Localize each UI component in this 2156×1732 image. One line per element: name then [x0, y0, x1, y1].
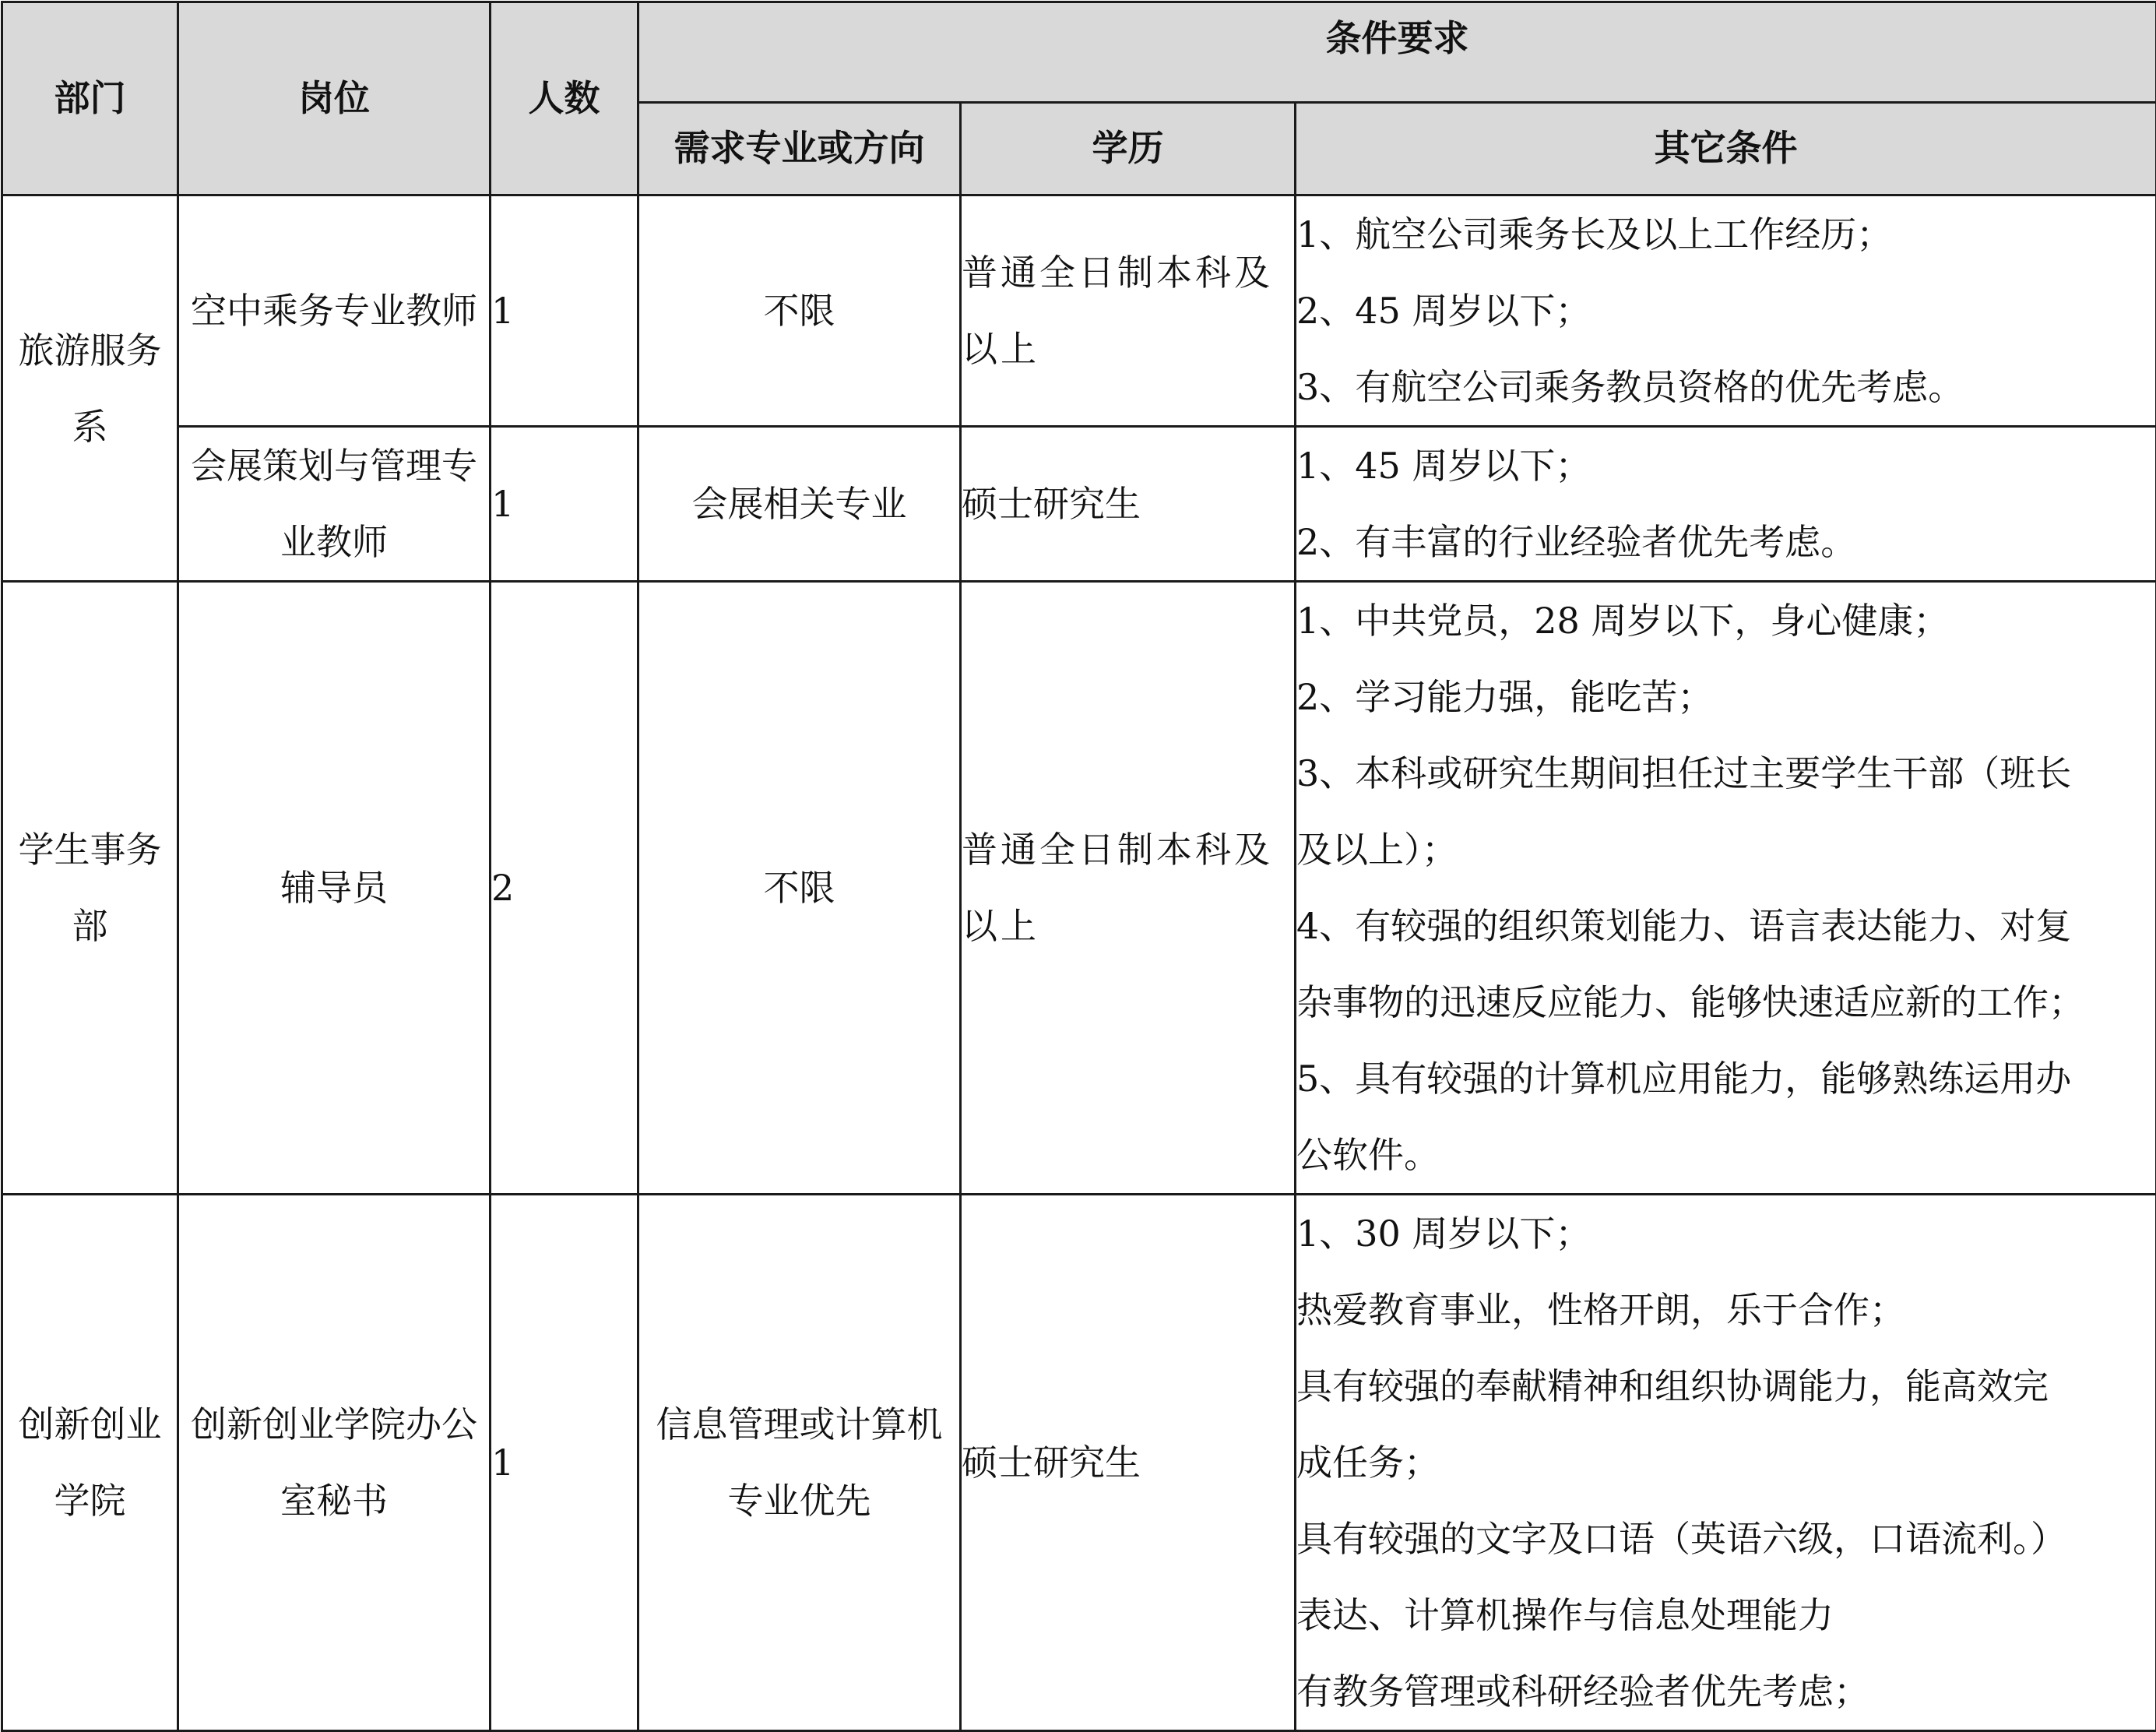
count-cell: 1: [491, 195, 638, 427]
table-row: [2, 582, 2156, 1195]
requirement-line: 4、有较强的组织策划能力、语言表达能力、对复: [1296, 888, 2155, 964]
requirement-line: 公软件。: [1296, 1117, 2155, 1193]
major-cell: 不限: [638, 195, 961, 427]
header-other: 其它条件: [1296, 103, 2156, 195]
requirement-line: 1、45 周岁以下；: [1296, 428, 2155, 504]
requirement-line: 具有较强的文字及口语（英语六级，口语流利。）: [1296, 1501, 2155, 1577]
requirement-line: 3、本科或研究生期间担任过主要学生干部（班长: [1296, 735, 2155, 811]
requirement-line: 成任务；: [1296, 1424, 2155, 1501]
requirement-line: 1、航空公司乘务长及以上工作经历；: [1296, 196, 2155, 273]
post-cell: 会展策划与管理专业教师: [178, 427, 491, 582]
header-education: 学历: [961, 103, 1296, 195]
requirements-cell: [1296, 195, 2156, 427]
dept-cell: 旅游服务系: [2, 195, 178, 582]
requirement-line: 杂事物的迅速反应能力、能够快速适应新的工作；: [1296, 964, 2155, 1040]
requirement-line: 2、45 周岁以下；: [1296, 273, 2155, 349]
requirement-line: 1、中共党员，28 周岁以下，身心健康；: [1296, 583, 2155, 659]
education-cell: 硕士研究生: [961, 427, 1296, 582]
header-count: 人数: [491, 2, 638, 195]
major-cell: 信息管理或计算机专业优先: [638, 1195, 961, 1731]
requirement-line: 热爱教育事业，性格开朗，乐于合作；: [1296, 1272, 2155, 1348]
requirement-line: 3、有航空公司乘务教员资格的优先考虑。: [1296, 349, 2155, 425]
header-conditions: 条件要求: [638, 2, 2156, 103]
post-cell: 辅导员: [178, 582, 491, 1195]
post-cell: 空中乘务专业教师: [178, 195, 491, 427]
education-cell: 硕士研究生: [961, 1195, 1296, 1731]
table-row: [2, 195, 2156, 427]
requirement-line: 有教务管理或科研经验者优先考虑；: [1296, 1653, 2155, 1730]
count-cell: 1: [491, 1195, 638, 1731]
dept-cell: 创新创业学院: [2, 1195, 178, 1731]
major-cell: 会展相关专业: [638, 427, 961, 582]
post-cell: 创新创业学院办公室秘书: [178, 1195, 491, 1731]
requirements-cell: [1296, 427, 2156, 582]
requirement-line: 表达、计算机操作与信息处理能力: [1296, 1577, 2155, 1653]
table-row: [2, 1195, 2156, 1731]
requirements-cell: [1296, 1195, 2156, 1731]
education-cell: 普通全日制本科及以上: [961, 582, 1296, 1195]
header-major: 需求专业或方向: [638, 103, 961, 195]
count-cell: 1: [491, 427, 638, 582]
recruitment-table: [1, 1, 2156, 1732]
table-row: [2, 427, 2156, 582]
requirement-line: 2、有丰富的行业经验者优先考虑。: [1296, 504, 2155, 580]
requirement-line: 1、30 周岁以下；: [1296, 1195, 2155, 1272]
header-post: 岗位: [178, 2, 491, 195]
count-cell: 2: [491, 582, 638, 1195]
header-dept: 部门: [2, 2, 178, 195]
requirements-cell: [1296, 582, 2156, 1195]
major-cell: 不限: [638, 582, 961, 1195]
requirement-line: 具有较强的奉献精神和组织协调能力，能高效完: [1296, 1348, 2155, 1424]
dept-cell: 学生事务部: [2, 582, 178, 1195]
requirement-line: 5、具有较强的计算机应用能力，能够熟练运用办: [1296, 1040, 2155, 1117]
requirement-line: 及以上）；: [1296, 811, 2155, 888]
requirement-line: 2、学习能力强，能吃苦；: [1296, 659, 2155, 735]
education-cell: 普通全日制本科及以上: [961, 195, 1296, 427]
